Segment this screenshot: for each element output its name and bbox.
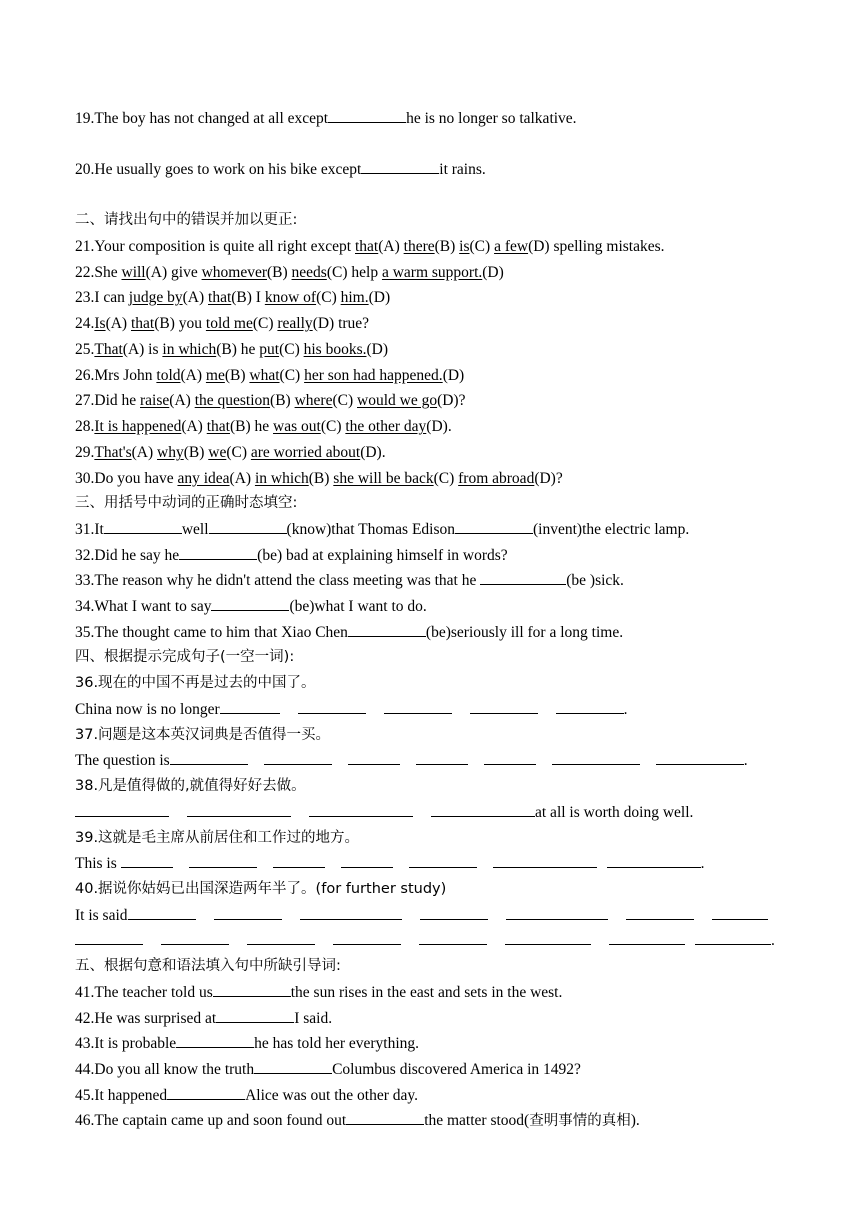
- answer-blank[interactable]: [300, 905, 402, 920]
- underlined-part: in which: [162, 341, 217, 358]
- text: (D): [442, 367, 465, 384]
- underlined-part: any idea: [177, 470, 230, 487]
- text: (be)what I want to do.: [289, 598, 427, 615]
- underlined-part: needs: [291, 264, 327, 281]
- answer-blank[interactable]: [431, 802, 535, 817]
- underlined-part: That: [94, 341, 123, 358]
- text: (B): [267, 264, 292, 281]
- answer-blank[interactable]: [247, 930, 315, 945]
- underlined-part: a few: [494, 238, 529, 255]
- answer-blank[interactable]: [309, 802, 413, 817]
- answer-blank[interactable]: [384, 699, 452, 714]
- text: (C): [226, 444, 251, 461]
- section-4-title: 四、根据提示完成句子(一空一词):: [75, 649, 295, 665]
- question-33: [75, 568, 830, 594]
- answer-blank[interactable]: [333, 930, 401, 945]
- question-37-english: The question is .: [75, 752, 748, 769]
- question-43: [75, 1031, 830, 1057]
- underlined-part: really: [277, 315, 313, 332]
- text: (know)that Thomas Edison: [286, 521, 456, 538]
- underlined-part: from abroad: [458, 470, 535, 487]
- text: 44.Do you all know the truth: [75, 1061, 255, 1078]
- underlined-part: that: [354, 238, 379, 255]
- text: 42.He was surprised at: [75, 1010, 217, 1027]
- text: 30.Do you have: [75, 470, 178, 487]
- text: (A): [131, 444, 158, 461]
- text: at all is worth doing well.: [535, 804, 694, 821]
- chinese-note: 查明事情的真相: [529, 1113, 631, 1129]
- text: (B) I: [231, 289, 265, 306]
- text: 26.Mrs John: [75, 367, 157, 384]
- text: The question is: [75, 752, 170, 769]
- question-23: [75, 285, 830, 311]
- underlined-part: she will be back: [333, 470, 434, 487]
- answer-blank[interactable]: [556, 699, 624, 714]
- text: (C): [316, 289, 341, 306]
- answer-blank[interactable]: [179, 545, 257, 560]
- text: 33.The reason why he didn't attend the class meeting was that he: [75, 572, 481, 589]
- text: (D)?: [437, 392, 466, 409]
- question-44: [75, 1057, 830, 1083]
- answer-blank[interactable]: [170, 750, 248, 765]
- text: 32.Did he say he: [75, 547, 180, 564]
- text: (C): [320, 418, 346, 435]
- answer-blank[interactable]: [505, 930, 591, 945]
- question-19: [75, 106, 830, 132]
- underlined-part: is: [459, 238, 470, 255]
- text: (B) he: [229, 418, 274, 435]
- text: he has told her everything.: [254, 1035, 420, 1052]
- underlined-part: told me: [205, 315, 253, 332]
- text: (B) you: [154, 315, 206, 332]
- question-35: [75, 620, 830, 646]
- answer-blank[interactable]: [214, 905, 282, 920]
- text: (A): [182, 289, 209, 306]
- text: 21.Your composition is quite all right except: [75, 238, 355, 255]
- q19-options: [92, 131, 830, 157]
- answer-blank[interactable]: [176, 1033, 254, 1048]
- q20-options: [92, 183, 830, 209]
- answer-blank[interactable]: [220, 699, 280, 714]
- answer-blank[interactable]: [298, 699, 366, 714]
- answer-blank[interactable]: [409, 853, 477, 868]
- text: (be )sick.: [566, 572, 624, 589]
- text: (B): [183, 444, 209, 461]
- text: (A): [169, 392, 195, 409]
- underlined-part: the other day: [345, 418, 427, 435]
- answer-blank[interactable]: [75, 802, 169, 817]
- answer-blank[interactable]: [167, 1085, 245, 1100]
- answer-blank[interactable]: [328, 108, 406, 123]
- text: (A): [378, 238, 404, 255]
- answer-blank[interactable]: [609, 930, 685, 945]
- text: 24.: [75, 315, 95, 332]
- underlined-part: are worried about: [250, 444, 361, 461]
- underlined-part: we: [208, 444, 227, 461]
- underlined-part: that: [208, 289, 232, 306]
- answer-blank[interactable]: [189, 853, 257, 868]
- text: (D).: [360, 444, 386, 461]
- answer-blank[interactable]: [480, 570, 566, 585]
- text: (A): [180, 367, 206, 384]
- underlined-part: her son had happened.: [304, 367, 443, 384]
- underlined-part: was out: [273, 418, 321, 435]
- answer-blank[interactable]: [187, 802, 291, 817]
- answer-blank[interactable]: [506, 905, 608, 920]
- section-3-title: 三、用括号中动词的正确时态填空:: [75, 495, 298, 511]
- text: (C): [252, 315, 278, 332]
- text: (D): [366, 341, 389, 358]
- underlined-part: Is: [94, 315, 106, 332]
- answer-blank[interactable]: [264, 750, 332, 765]
- question-28: [75, 414, 830, 440]
- question-21: [75, 234, 830, 260]
- question-24: [75, 311, 830, 337]
- answer-blank[interactable]: [254, 1059, 332, 1074]
- underlined-part: him.: [340, 289, 369, 306]
- text: the sun rises in the east and sets in the west.: [290, 984, 563, 1001]
- answer-blank[interactable]: [607, 853, 701, 868]
- question-39-chinese: 39.这就是毛主席从前居住和工作过的地方。: [75, 830, 360, 846]
- question-22: [75, 260, 830, 286]
- underlined-part: there: [403, 238, 435, 255]
- answer-blank[interactable]: [75, 930, 143, 945]
- section-2-title: 二、请找出句中的错误并加以更正:: [75, 212, 298, 228]
- question-29: [75, 440, 830, 466]
- text: This is: [75, 855, 121, 872]
- underlined-part: that: [206, 418, 230, 435]
- underlined-part: a warm support.: [381, 264, 483, 281]
- text: (A): [181, 418, 207, 435]
- text: China now is no longer: [75, 701, 220, 718]
- underlined-part: will: [121, 264, 146, 281]
- text: 29.: [75, 444, 95, 461]
- text: (D) spelling mistakes.: [528, 238, 665, 255]
- text: 41.The teacher told us: [75, 984, 213, 1001]
- underlined-part: that: [130, 315, 155, 332]
- text: (C) help: [326, 264, 382, 281]
- text: 27.Did he: [75, 392, 141, 409]
- answer-blank[interactable]: [484, 750, 536, 765]
- text: 34.What I want to say: [75, 598, 212, 615]
- text: 23.I can: [75, 289, 129, 306]
- text: (B): [308, 470, 334, 487]
- question-20: [75, 157, 830, 183]
- answer-blank[interactable]: [712, 905, 768, 920]
- question-41: [75, 980, 830, 1006]
- question-34: [75, 594, 830, 620]
- question-45: [75, 1083, 830, 1109]
- text: 22.She: [75, 264, 122, 281]
- answer-blank[interactable]: [211, 596, 289, 611]
- text: (C): [332, 392, 357, 409]
- text: (be)seriously ill for a long time.: [425, 624, 624, 641]
- underlined-part: raise: [140, 392, 170, 409]
- question-text: it rains.: [439, 161, 486, 178]
- text: 31.It: [75, 521, 104, 538]
- text: Columbus discovered America in 1492?: [332, 1061, 581, 1078]
- text: (be) bad at explaining himself in words?: [257, 547, 508, 564]
- question-36-chinese: 36.现在的中国不再是过去的中国了。: [75, 675, 316, 691]
- question-text: 19.The boy has not changed at all except: [75, 110, 329, 127]
- answer-blank[interactable]: [348, 622, 426, 637]
- answer-blank[interactable]: [420, 905, 488, 920]
- question-27: [75, 388, 830, 414]
- answer-blank[interactable]: [455, 519, 533, 534]
- answer-blank[interactable]: [121, 853, 173, 868]
- text: (A) is: [122, 341, 163, 358]
- question-25: [75, 337, 830, 363]
- answer-blank[interactable]: [552, 750, 640, 765]
- text: 28.: [75, 418, 95, 435]
- text: (C): [279, 341, 304, 358]
- answer-blank[interactable]: [416, 750, 468, 765]
- question-26: [75, 363, 830, 389]
- answer-blank[interactable]: [213, 982, 291, 997]
- question-36-english: China now is no longer .: [75, 701, 628, 718]
- text: (B): [270, 392, 295, 409]
- underlined-part: would we go: [357, 392, 438, 409]
- text: 46.The captain came up and soon found out: [75, 1112, 347, 1129]
- text: (A) give: [145, 264, 202, 281]
- underlined-part: whomever: [201, 264, 267, 281]
- answer-blank[interactable]: [216, 1008, 294, 1023]
- text: 43.It is probable: [75, 1035, 177, 1052]
- text: (B) he: [216, 341, 260, 358]
- underlined-part: the question: [194, 392, 271, 409]
- text: (D)?: [534, 470, 563, 487]
- question-31: [75, 517, 830, 543]
- text: 25.: [75, 341, 95, 358]
- underlined-part: It is happened: [94, 418, 182, 435]
- answer-blank[interactable]: [695, 930, 771, 945]
- question-42: [75, 1006, 830, 1032]
- underlined-part: judge by: [128, 289, 183, 306]
- text: (B): [434, 238, 460, 255]
- section-5-title: 五、根据句意和语法填入句中所缺引导词:: [75, 958, 341, 974]
- text: I said.: [294, 1010, 333, 1027]
- question-40-english-line-1: [75, 903, 830, 929]
- text: (D).: [426, 418, 452, 435]
- answer-blank[interactable]: [656, 750, 744, 765]
- underlined-part: his books.: [303, 341, 367, 358]
- question-37-chinese: 37.问题是这本英汉词典是否值得一买。: [75, 727, 331, 743]
- text: 45.It happened: [75, 1087, 168, 1104]
- answer-blank[interactable]: [348, 750, 400, 765]
- underlined-part: why: [157, 444, 184, 461]
- text: (B): [224, 367, 250, 384]
- text: (D): [482, 264, 504, 281]
- underlined-part: me: [205, 367, 225, 384]
- question-40-chinese: 40.据说你姑妈已出国深造两年半了。(for further study): [75, 881, 447, 897]
- text: (C): [469, 238, 495, 255]
- answer-blank[interactable]: [493, 853, 597, 868]
- answer-blank[interactable]: [361, 159, 439, 174]
- answer-blank[interactable]: [273, 853, 325, 868]
- answer-blank[interactable]: [341, 853, 393, 868]
- underlined-part: in which: [254, 470, 309, 487]
- answer-blank[interactable]: [626, 905, 694, 920]
- question-30: [75, 466, 830, 492]
- answer-blank[interactable]: [346, 1110, 424, 1125]
- question-38-english: [75, 800, 830, 826]
- question-39-english: This is .: [75, 855, 705, 872]
- answer-blank[interactable]: [209, 519, 287, 534]
- answer-blank[interactable]: [470, 699, 538, 714]
- answer-blank[interactable]: [104, 519, 182, 534]
- underlined-part: know of: [264, 289, 317, 306]
- underlined-part: what: [249, 367, 280, 384]
- underlined-part: That's: [94, 444, 132, 461]
- answer-blank[interactable]: [128, 905, 196, 920]
- text: ).: [630, 1112, 640, 1129]
- text: (C): [433, 470, 459, 487]
- question-46: [75, 1108, 830, 1134]
- question-40-english-line-2: .: [75, 928, 830, 954]
- underlined-part: put: [259, 341, 280, 358]
- text: (D) true?: [312, 315, 370, 332]
- question-text: he is no longer so talkative.: [406, 110, 577, 127]
- underlined-part: told: [156, 367, 181, 384]
- text: the matter stood(: [424, 1112, 530, 1129]
- text: (A): [105, 315, 131, 332]
- question-32: [75, 543, 830, 569]
- text: well: [181, 521, 209, 538]
- q18-options: [92, 80, 830, 106]
- text: (C): [279, 367, 305, 384]
- text: (D): [368, 289, 391, 306]
- text: It is said: [75, 907, 128, 924]
- text: 35.The thought came to him that Xiao Chen: [75, 624, 348, 641]
- underlined-part: where: [294, 392, 333, 409]
- answer-blank[interactable]: [419, 930, 487, 945]
- question-38-chinese: 38.凡是值得做的,就值得好好去做。: [75, 778, 306, 794]
- text: Alice was out the other day.: [245, 1087, 418, 1104]
- text: (invent)the electric lamp.: [533, 521, 690, 538]
- text: (A): [229, 470, 255, 487]
- question-text: 20.He usually goes to work on his bike except: [75, 161, 362, 178]
- answer-blank[interactable]: [161, 930, 229, 945]
